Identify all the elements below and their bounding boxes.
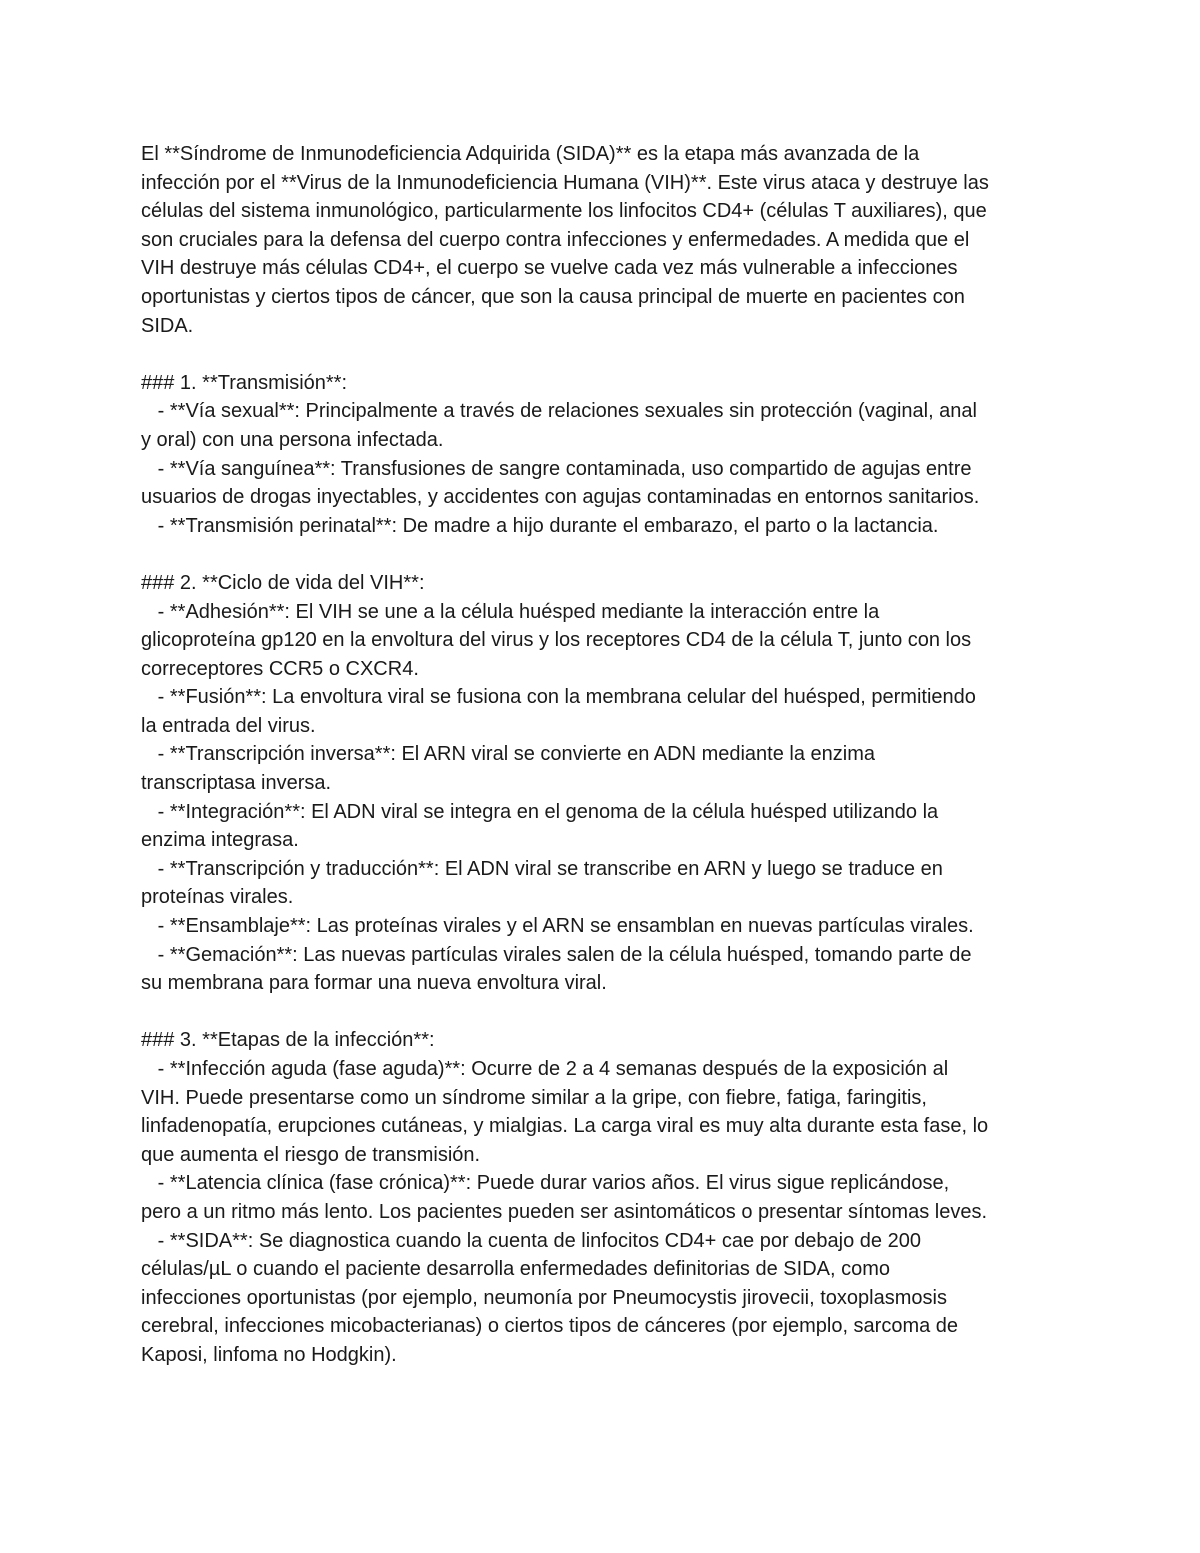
text-line: pero a un ritmo más lento. Los pacientes pueden ser asintomáticos o presentar síntomas leves.: [141, 1200, 988, 1223]
text-line: - **Transcripción inversa**: El ARN viral se convierte en ADN mediante la enzima: [141, 743, 876, 766]
text-line: infección por el **Virus de la Inmunodeficiencia Humana (VIH)**. Este virus ataca y destruye las: [141, 171, 989, 194]
blank-line: [141, 340, 1071, 369]
text-line: usuarios de drogas inyectables, y accidentes con agujas contaminadas en entornos sanitarios.: [141, 486, 980, 509]
text-line: - **Integración**: El ADN viral se integra en el genoma de la célula huésped utilizando la: [141, 800, 939, 823]
text-line: - **Latencia clínica (fase crónica)**: Puede durar varios años. El virus sigue replicándose,: [141, 1172, 950, 1195]
text-line: cerebral, infecciones micobacterianas) o ciertos tipos de cánceres (por ejemplo, sarcoma de: [141, 1315, 959, 1338]
blank-line: [141, 998, 1071, 1027]
text-line: - **Infección aguda (fase aguda)**: Ocurre de 2 a 4 semanas después de la exposición al: [141, 1058, 949, 1080]
section-etapas: [141, 1026, 1071, 1369]
text-line: y oral) con una persona infectada.: [141, 428, 444, 451]
section-heading: ### 2. **Ciclo de vida del VIH**:: [141, 571, 425, 594]
text-line: - **SIDA**: Se diagnostica cuando la cuenta de linfocitos CD4+ cae por debajo de 200: [141, 1229, 921, 1252]
text-line: - **Vía sanguínea**: Transfusiones de sangre contaminada, uso compartido de agujas entre: [141, 457, 972, 480]
text-line: SIDA.: [141, 314, 194, 337]
text-line: - **Transmisión perinatal**: De madre a hijo durante el embarazo, el parto o la lactancia.: [141, 514, 939, 537]
text-line: VIH. Puede presentarse como un síndrome similar a la gripe, con fiebre, fatiga, faringitis,: [141, 1086, 927, 1109]
blank-line: [141, 540, 1071, 569]
text-line: Kaposi, linfoma no Hodgkin).: [141, 1343, 397, 1366]
text-line: VIH destruye más células CD4+, el cuerpo se vuelve cada vez más vulnerable a infecciones: [141, 257, 958, 280]
text-line: transcriptasa inversa.: [141, 772, 332, 795]
section-heading: ### 3. **Etapas de la infección**:: [141, 1029, 435, 1052]
intro-paragraph: [141, 140, 1071, 340]
text-line: que aumenta el riesgo de transmisión.: [141, 1143, 481, 1166]
section-heading: ### 1. **Transmisión**:: [141, 371, 348, 394]
text-line: El **Síndrome de Inmunodeficiencia Adquirida (SIDA)** es la etapa más avanzada de la: [141, 143, 920, 165]
text-line: - **Adhesión**: El VIH se une a la célula huésped mediante la interacción entre la: [141, 600, 880, 623]
section-ciclo-de-vida: [141, 569, 1071, 998]
text-line: correceptores CCR5 o CXCR4.: [141, 657, 419, 680]
text-line: - **Fusión**: La envoltura viral se fusiona con la membrana celular del huésped, permitiendo: [141, 686, 976, 709]
text-line: - **Gemación**: Las nuevas partículas virales salen de la célula huésped, tomando parte de: [141, 943, 972, 966]
text-line: glicoproteína gp120 en la envoltura del virus y los receptores CD4 de la célula T, junto con los: [141, 629, 972, 652]
text-line: infecciones oportunistas (por ejemplo, neumonía por Pneumocystis jirovecii, toxoplasmosis: [141, 1286, 947, 1309]
text-line: su membrana para formar una nueva envoltura viral.: [141, 972, 607, 995]
text-line: - **Ensamblaje**: Las proteínas virales y el ARN se ensamblan en nuevas partículas virales.: [141, 915, 974, 938]
text-line: - **Vía sexual**: Principalmente a través de relaciones sexuales sin protección (vaginal, anal: [141, 400, 977, 423]
section-transmision: [141, 369, 1071, 541]
text-line: proteínas virales.: [141, 886, 294, 909]
text-line: oportunistas y ciertos tipos de cáncer, que son la causa principal de muerte en pacientes con: [141, 285, 965, 308]
text-line: células del sistema inmunológico, particularmente los linfocitos CD4+ (células T auxiliares), que: [141, 200, 987, 223]
text-line: - **Transcripción y traducción**: El ADN viral se transcribe en ARN y luego se traduce en: [141, 857, 943, 880]
document-body: [141, 140, 1071, 1370]
text-line: células/µL o cuando el paciente desarrolla enfermedades definitorias de SIDA, como: [141, 1258, 890, 1281]
text-line: linfadenopatía, erupciones cutáneas, y mialgias. La carga viral es muy alta durante esta fase, lo: [141, 1115, 989, 1138]
text-line: son cruciales para la defensa del cuerpo contra infecciones y enfermedades. A medida que el: [141, 228, 970, 251]
text-line: la entrada del virus.: [141, 714, 316, 737]
text-line: enzima integrasa.: [141, 829, 299, 852]
